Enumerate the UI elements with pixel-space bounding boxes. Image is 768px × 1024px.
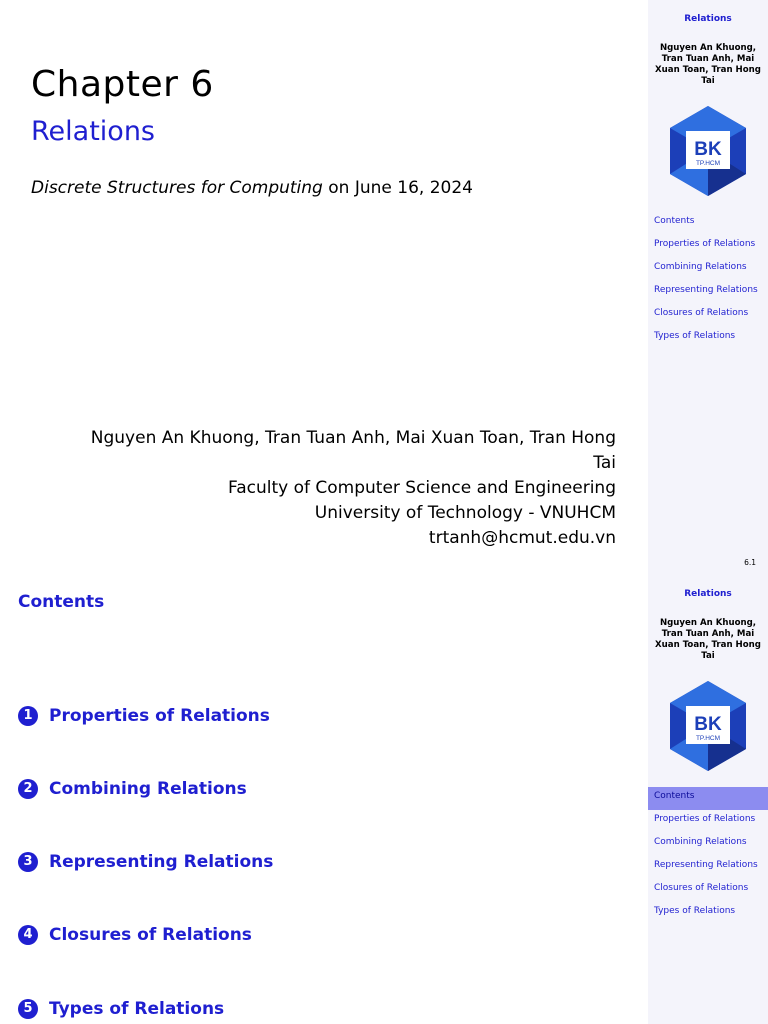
sidebar-item-closures[interactable]: Closures of Relations	[654, 883, 749, 893]
course-name: Discrete Structures for Computing	[31, 178, 323, 198]
toc-item-representing[interactable]	[18, 852, 273, 872]
toc-item-types[interactable]	[18, 999, 224, 1019]
faculty: Faculty of Computer Science and Engineering	[227, 478, 616, 498]
sidebar-authors	[648, 43, 768, 87]
sidebar-nav	[648, 212, 768, 350]
contents-slide	[0, 575, 768, 1024]
sidebar-item-combining[interactable]: Combining Relations	[654, 837, 747, 847]
logo-subtext: TP.HCM	[695, 735, 721, 742]
sidebar-authors	[648, 618, 768, 662]
email: trtanh@hcmut.edu.vn	[428, 528, 616, 548]
toc-number-icon: 1	[18, 706, 38, 726]
sidebar-title[interactable]: Relations	[684, 589, 732, 599]
sidebar-item-properties[interactable]: Properties of Relations	[654, 814, 756, 824]
chapter-title: Chapter 6	[31, 64, 214, 105]
toc-item-properties[interactable]	[18, 706, 270, 726]
toc-number-icon: 3	[18, 852, 38, 872]
sidebar-author-line: Tai	[701, 651, 715, 661]
sidebar-item-contents[interactable]: Contents	[654, 216, 695, 226]
sidebar-author-line: Nguyen An Khuong,	[659, 618, 757, 628]
sidebar-author-line: Tran Tuan Anh, Mai	[661, 54, 755, 64]
sidebar-item-properties[interactable]: Properties of Relations	[654, 239, 756, 249]
logo-text: BK	[694, 139, 722, 160]
sidebar-author-line: Tai	[701, 76, 715, 86]
page-number: 6.1	[744, 558, 756, 567]
sidebar-title[interactable]: Relations	[684, 14, 732, 24]
sidebar-item-contents[interactable]: Contents	[648, 787, 768, 810]
sidebar-item-representing[interactable]: Representing Relations	[654, 860, 758, 870]
university: University of Technology - VNUHCM	[314, 503, 616, 523]
slide-date: on June 16, 2024	[322, 178, 473, 198]
sidebar-author-line: Nguyen An Khuong,	[659, 43, 757, 53]
toc-label: Types of Relations	[49, 999, 225, 1019]
sidebar-item-closures[interactable]: Closures of Relations	[654, 308, 749, 318]
course-dateline	[31, 178, 473, 198]
sidebar-author-line: Tran Tuan Anh, Mai	[661, 629, 755, 639]
sidebar-author-line: Xuan Toan, Tran Hong	[655, 65, 761, 75]
toc-item-closures[interactable]	[18, 925, 252, 945]
sidebar	[648, 0, 768, 575]
contents-title: Contents	[18, 592, 105, 612]
authors-line: Nguyen An Khuong, Tran Tuan Anh, Mai Xuan Toan, Tran Hong	[90, 428, 616, 448]
toc-label: Representing Relations	[49, 852, 274, 872]
toc-number-icon: 4	[18, 925, 38, 945]
authors-line-continued: Tai	[593, 453, 616, 473]
sidebar-item-types[interactable]: Types of Relations	[654, 906, 736, 916]
logo-subtext: TP.HCM	[695, 160, 721, 167]
bk-logo	[662, 679, 754, 773]
sidebar	[648, 575, 768, 1024]
bk-logo	[662, 104, 754, 198]
sidebar-item-types[interactable]: Types of Relations	[654, 331, 736, 341]
author-block	[16, 426, 616, 551]
toc-number-icon: 5	[18, 999, 38, 1019]
slide-subtitle: Relations	[31, 116, 155, 147]
toc-label: Closures of Relations	[49, 925, 252, 945]
logo-text: BK	[694, 714, 722, 735]
toc-label: Combining Relations	[49, 779, 247, 799]
toc-label: Properties of Relations	[49, 706, 270, 726]
sidebar-author-line: Xuan Toan, Tran Hong	[655, 640, 761, 650]
sidebar-item-combining[interactable]: Combining Relations	[654, 262, 747, 272]
toc-number-icon: 2	[18, 779, 38, 799]
toc-item-combining[interactable]	[18, 779, 247, 799]
sidebar-nav	[648, 787, 768, 925]
sidebar-item-representing[interactable]: Representing Relations	[654, 285, 758, 295]
